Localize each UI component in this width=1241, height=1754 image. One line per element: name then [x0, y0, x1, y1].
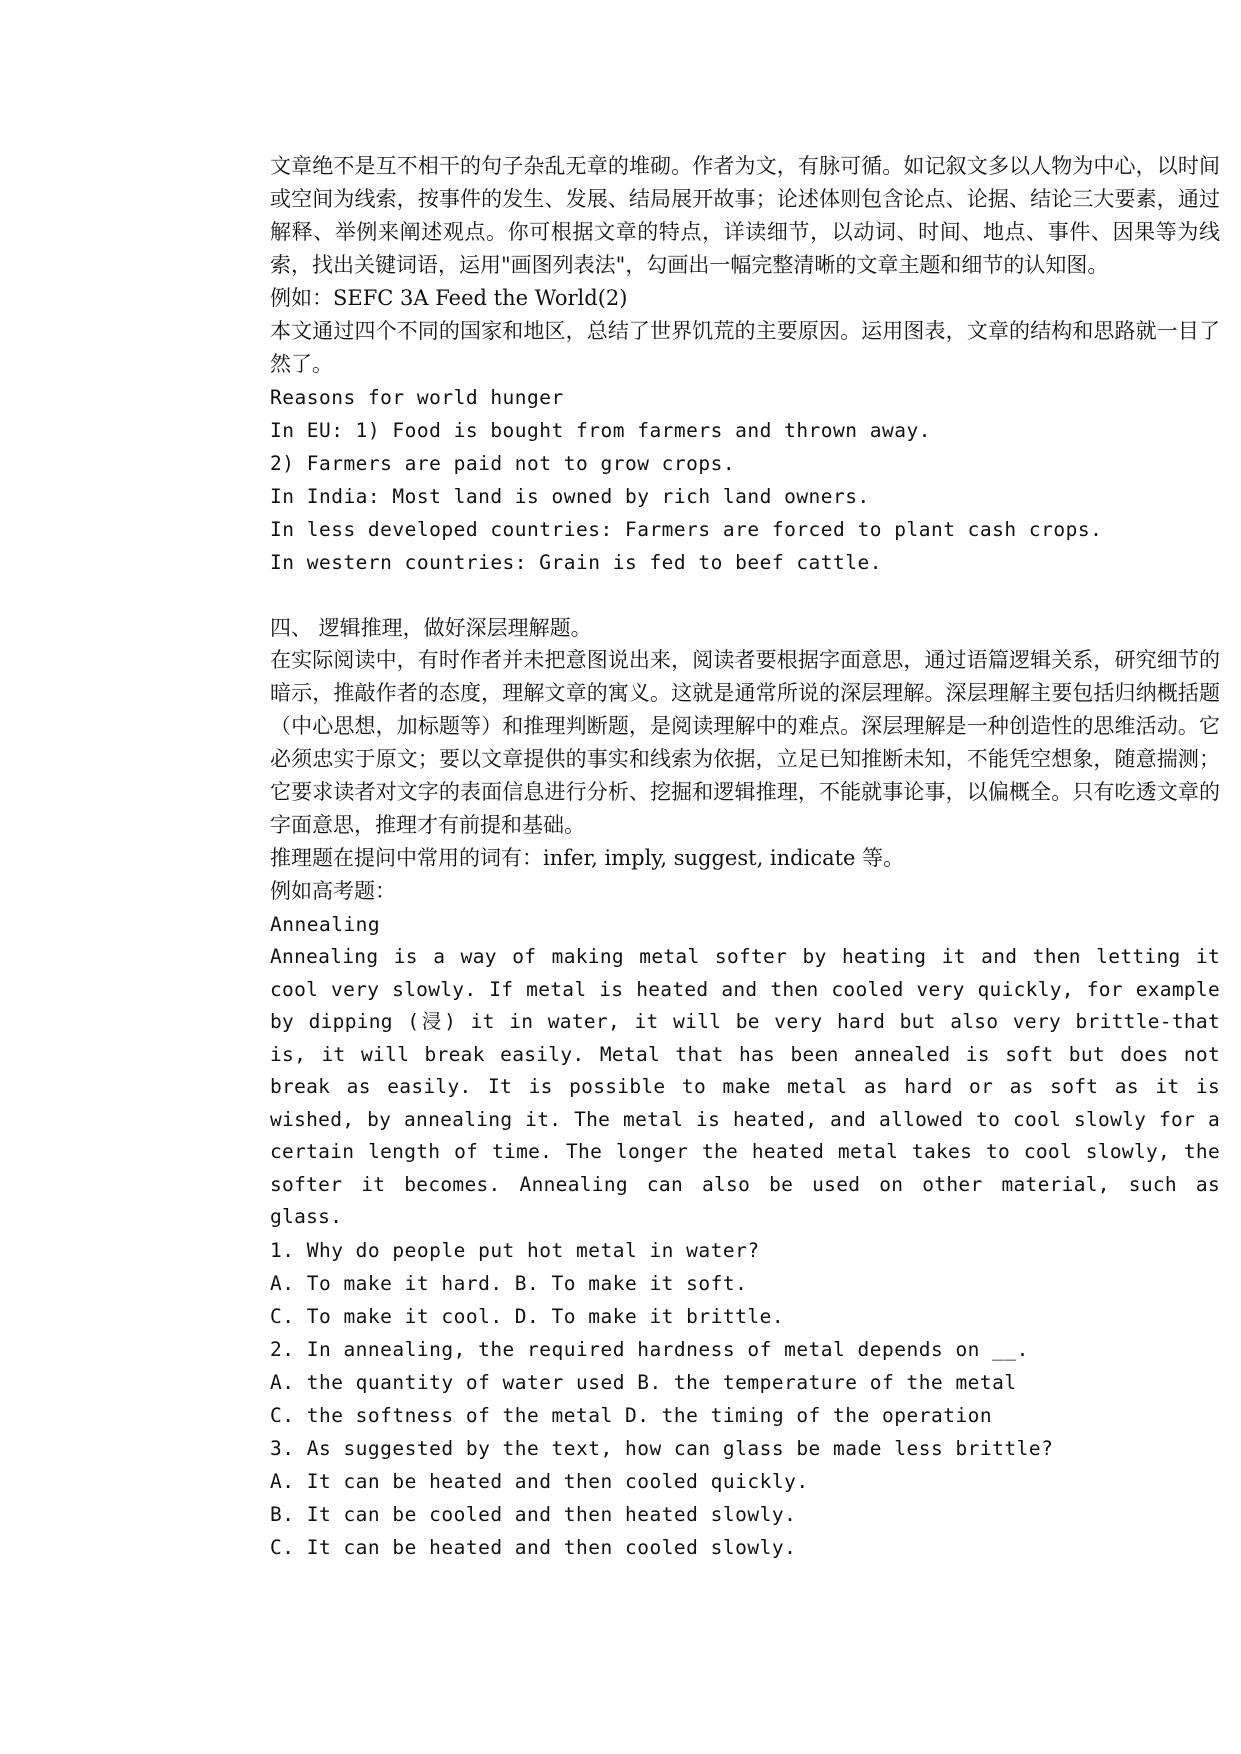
- question-line: C. the softness of the metal D. the timing of the operation: [270, 1403, 993, 1427]
- question-line: B. It can be cooled and then heated slowly.: [270, 1502, 797, 1526]
- annealing-title: Annealing: [270, 913, 381, 936]
- question-line: 2. In annealing, the required hardness of metal depends on __.: [270, 1337, 1029, 1361]
- hunger-line: 2) Farmers are paid not to grow crops.: [270, 452, 736, 475]
- exam-label: 例如高考题：: [270, 879, 396, 903]
- hunger-line: In India: Most land is owned by rich land owners.: [270, 485, 870, 508]
- annealing-passage: Annealing is a way of making metal softer by heating it and then letting it cool very slowly. If metal is heated and then cooled very quickly, for example by dipping (浸) it in water, it will be very hard but also very brittle-that is, it will break easily. Metal that has been annealed is soft but does not break as easily. It is possible to make metal as hard or as soft as it is wished, by annealing it. The metal is heated, and allowed to cool slowly for a certain length of time. The longer the heated metal takes to cool slowly, the softer it becomes. Annealing can also be used on other material, such as glass.: [270, 945, 1220, 1228]
- question-line: C. It can be heated and then cooled slowly.: [270, 1535, 797, 1559]
- inference-words: 推理题在提问中常用的词有：infer, imply, suggest, indicate 等。: [270, 846, 905, 870]
- hunger-line: In western countries: Grain is fed to beef cattle.: [270, 551, 882, 574]
- hunger-line: In EU: 1) Food is bought from farmers and thrown away.: [270, 419, 931, 442]
- spacer: [270, 579, 1220, 612]
- question-line: A. the quantity of water used B. the temperature of the metal: [270, 1370, 1017, 1394]
- example-label: 例如：SEFC 3A Feed the World(2): [270, 286, 628, 310]
- intro-paragraph: 文章绝不是互不相干的句子杂乱无章的堆砌。作者为文，有脉可循。如记叙文多以人物为中心，以时间或空间为线索，按事件的发生、发展、结局展开故事；论述体则包含论点、论据、结论三大要素，通过解释、举例来阐述观点。你可根据文章的特点，详读细节，以动词、时间、地点、事件、因果等为线索，找出关键词语，运用"画图列表法"，勾画出一幅完整清晰的文章主题和细节的认知图。: [270, 154, 1220, 277]
- document-page: [270, 150, 1220, 1564]
- example-description: 本文通过四个不同的国家和地区，总结了世界饥荒的主要原因。运用图表，文章的结构和思路就一目了然了。: [270, 319, 1220, 376]
- section-heading: 四、 逻辑推理，做好深层理解题。: [270, 616, 592, 640]
- hunger-title: Reasons for world hunger: [270, 386, 564, 409]
- question-line: A. It can be heated and then cooled quickly.: [270, 1469, 809, 1493]
- question-line: A. To make it hard. B. To make it soft.: [270, 1271, 748, 1295]
- question-line: 3. As suggested by the text, how can glass be made less brittle?: [270, 1436, 1054, 1460]
- section-paragraph: 在实际阅读中，有时作者并未把意图说出来，阅读者要根据字面意思，通过语篇逻辑关系，研究细节的暗示，推敲作者的态度，理解文章的寓义。这就是通常所说的深层理解。深层理解主要包括归纳概括题（中心思想，加标题等）和推理判断题，是阅读理解中的难点。深层理解是一种创造性的思维活动。它必须忠实于原文；要以文章提供的事实和线索为依据，立足已知推断未知，不能凭空想象，随意揣测；它要求读者对文字的表面信息进行分析、挖掘和逻辑推理，不能就事论事，以偏概全。只有吃透文章的字面意思，推理才有前提和基础。: [270, 648, 1220, 837]
- question-line: 1. Why do people put hot metal in water?: [270, 1238, 760, 1262]
- hunger-line: In less developed countries: Farmers are forced to plant cash crops.: [270, 518, 1103, 541]
- question-line: C. To make it cool. D. To make it brittle.: [270, 1304, 785, 1328]
